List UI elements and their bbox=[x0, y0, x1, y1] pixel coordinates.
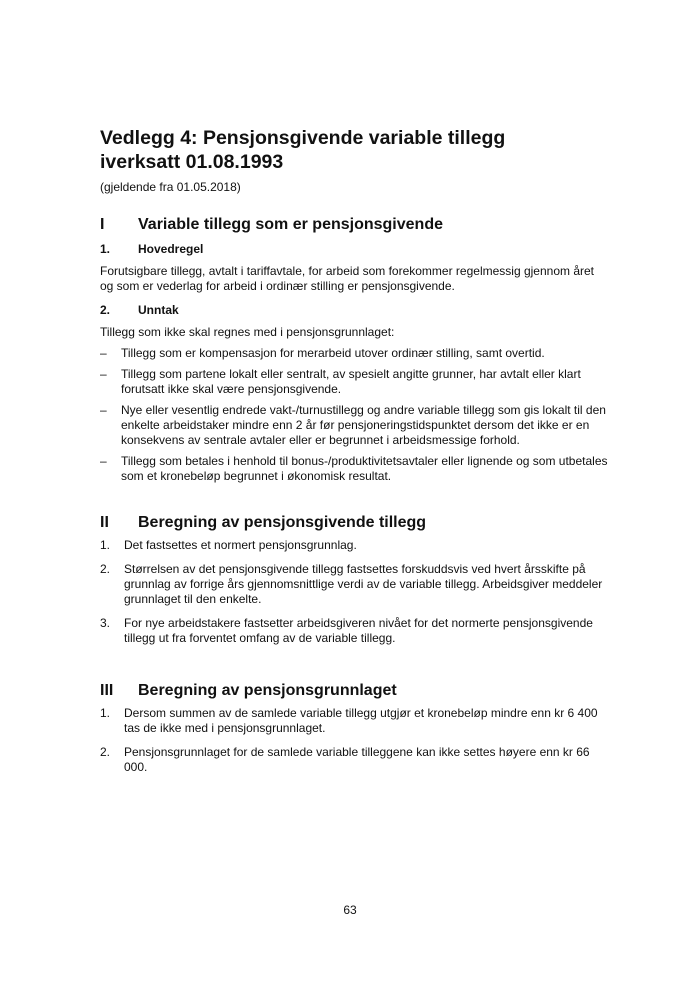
list-item-text: Tillegg som betales i henhold til bonus-/produktivitetsavtaler eller lignende og som utbetales som et kronebeløp begrunnet i økonomisk resultat. bbox=[121, 454, 608, 483]
number-marker: 2. bbox=[100, 562, 111, 576]
list-item-text: Størrelsen av det pensjonsgivende tillegg fastsettes forskuddsvis ved hvert årsskifte på grunnlag av forrige års gjennomsnittlige verdi av de variable tillegg. Arbeidsgiver meddeler grunnlaget til den enkelte. bbox=[124, 562, 603, 606]
dash-marker: – bbox=[100, 346, 107, 360]
section-1-heading bbox=[100, 216, 610, 234]
list-item bbox=[100, 538, 610, 553]
list-item-text: Pensjonsgrunnlaget for de samlede variable tilleggene kan ikke settes høyere enn kr 66 000. bbox=[124, 745, 590, 774]
list-item-text: Tillegg som partene lokalt eller sentralt, av spesielt angitte grunner, har avtalt eller klart forutsatt ikke skal være pensjonsgivende. bbox=[121, 367, 581, 396]
dash-marker: – bbox=[100, 367, 107, 381]
subsection-hovedregel-heading bbox=[100, 242, 610, 256]
list-item bbox=[100, 706, 610, 736]
number-marker: 3. bbox=[100, 616, 111, 630]
list-item-text: For nye arbeidstakere fastsetter arbeidsgiveren nivået for det normerte pensjonsgivende tillegg ut fra forventet omfang av de variable tillegg. bbox=[124, 616, 593, 645]
section-2-list bbox=[100, 538, 610, 646]
list-item bbox=[100, 454, 610, 484]
unntak-intro: Tillegg som ikke skal regnes med i pensjonsgrunnlaget: bbox=[100, 325, 395, 339]
section-2-number: II bbox=[100, 514, 109, 531]
section-2-title: Beregning av pensjonsgivende tillegg bbox=[138, 514, 427, 531]
list-item-text: Dersom summen av de samlede variable tillegg utgjør et kronebeløp mindre enn kr 6 400 tas de ikke med i pensjonsgrunnlaget. bbox=[124, 706, 598, 735]
list-item bbox=[100, 562, 610, 607]
title-line-1: Vedlegg 4: Pensjonsgivende variable tillegg bbox=[100, 127, 506, 149]
subsection-unntak-heading bbox=[100, 303, 610, 317]
section-3-title: Beregning av pensjonsgrunnlaget bbox=[138, 682, 397, 699]
section-1-number: I bbox=[100, 216, 105, 233]
page-subtitle: (gjeldende fra 01.05.2018) bbox=[100, 180, 241, 194]
number-marker: 2. bbox=[100, 745, 111, 759]
section-1-title: Variable tillegg som er pensjonsgivende bbox=[138, 216, 443, 233]
subsection-1-title: Hovedregel bbox=[138, 242, 204, 256]
list-item-text: Det fastsettes et normert pensjonsgrunnlag. bbox=[124, 538, 357, 552]
unntak-list bbox=[100, 346, 610, 484]
subsection-2-title: Unntak bbox=[138, 303, 179, 317]
hovedregel-paragraph: Forutsigbare tillegg, avtalt i tariffavtale, for arbeid som forekommer regelmessig gjennom året og som er vederlag for arbeid i ordinær stilling er pensjonsgivende. bbox=[100, 264, 594, 293]
section-3-heading bbox=[100, 682, 610, 700]
list-item bbox=[100, 367, 610, 397]
list-item bbox=[100, 616, 610, 646]
number-marker: 1. bbox=[100, 706, 111, 720]
section-3-list bbox=[100, 706, 610, 775]
page-title bbox=[100, 126, 610, 174]
subsection-2-number: 2. bbox=[100, 303, 111, 317]
page-number: 63 bbox=[343, 903, 357, 917]
number-marker: 1. bbox=[100, 538, 111, 552]
subsection-1-number: 1. bbox=[100, 242, 111, 256]
title-line-2: iverksatt 01.08.1993 bbox=[100, 151, 284, 173]
list-item bbox=[100, 403, 610, 448]
list-item-text: Tillegg som er kompensasjon for merarbeid utover ordinær stilling, samt overtid. bbox=[121, 346, 545, 360]
document-page bbox=[100, 126, 610, 775]
dash-marker: – bbox=[100, 454, 107, 468]
list-item bbox=[100, 346, 610, 361]
list-item bbox=[100, 745, 610, 775]
dash-marker: – bbox=[100, 403, 107, 417]
section-3-number: III bbox=[100, 682, 114, 699]
list-item-text: Nye eller vesentlig endrede vakt-/turnustillegg og andre variable tillegg som gis lokalt til den enkelte arbeidstaker mindre enn 2 år før pensjoneringstidspunktet dersom det ikke er en konsekvens av sentrale avtaler eller er begrunnet i arbeidsmessige forhold. bbox=[121, 403, 606, 447]
section-2-heading bbox=[100, 514, 610, 532]
